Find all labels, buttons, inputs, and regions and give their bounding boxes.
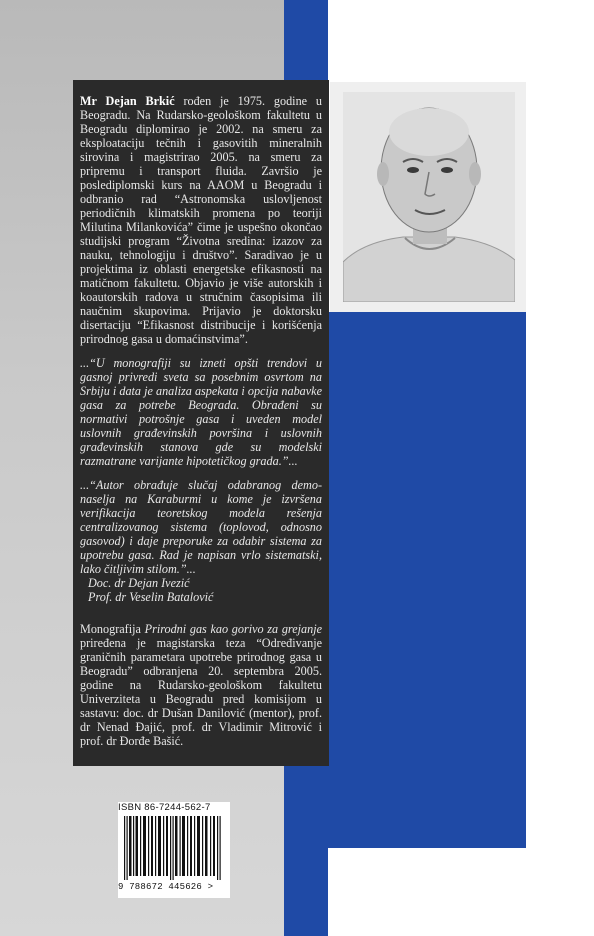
barcode-bars — [122, 816, 226, 880]
reviewer-2: Prof. dr Veselin Batalović — [88, 590, 214, 604]
back-cover-text — [80, 94, 322, 758]
author-name: Mr Dejan Brkić — [80, 94, 175, 108]
bio-text: rođen je 1975. godine u Beogradu. Na Rudarsko-geološkom fakultetu u Beogradu diplomirao je 2002. na smeru za eksploataciju tečnih i gasovitih mineralnih sirovina i magistrirao 2005. na smeru za pripremu i transport fluida. Završio je poslediplomski kurs na AAOM u Beogradu i odbranio rad “Astronomska uslovljenost periodičnih klimatskih promena po teoriji Milutina Milankovića” čime je uspešno okončao studijski program “Životna sredina: izazov za nauku, tehnologiju i društvo”. Saradivao je u projektima iz oblasti energetske efikasnosti na matičnom fakultetu. Objavio je više autorskih i koautorskih radova u stručnim časopisima ili naučnim skupovima. Prijavio je doktorsku disertaciju “Efikasnost distribucije i korišćenja prirodnog gasa u domaćinstvima”. — [80, 94, 322, 346]
blue-block — [318, 312, 526, 848]
book-title: Prirodni gas kao gorivo za grejanje — [144, 622, 322, 636]
isbn-number: ISBN 86-7244-562-7 — [118, 802, 211, 813]
isbn-barcode — [118, 802, 230, 898]
author-bio — [80, 94, 322, 346]
author-photo — [343, 92, 515, 302]
reviewer-1: Doc. dr Dejan Ivezić — [88, 576, 190, 590]
barcode-digits: 9 788672 445626 > — [118, 882, 214, 892]
review-quote-2: ...“Autor obrađuje slučaj odabranog demo-naselja na Karaburmi u kome je izvršena verifikacija teoretskog modela rešenja centralizovanog sistema (toplovod, odnosno gasovod) i daje preporuke za odabir sistema za upotrebu gasa. Rad je napisan vrlo sistematski, lako čitljivim stilom.”... — [80, 478, 322, 576]
monograph-info: Monografija Prirodni gas kao gorivo za grejanje priređena je magistarska teza “Određivanje graničnih parametara upotrebe prirodnog gasa u Beogradu” odbranjena 20. septembra 2005. godine na Rudarsko-geološkom fakultetu Univerziteta u Beogradu pred komisijom u sastavu: doc. dr Dušan Danilović (mentor), prof. dr Nenad Đajić, prof. dr Vladimir Mitrović i prof. dr Đorđe Bašić. — [80, 622, 322, 748]
review-quote-1: ...“U monografiji su izneti opšti trendovi u gasnoj privredi sveta sa posebnim osvrtom na Srbiju i data je analiza aspekata i opcija nabavke gasa za potrebe Beograda. Obrađeni su normativi potrošnje gasa i uveden model uslovnih građevinskih površina i uslovnih građevinskih stanova gde su modelski razmatrane varijante hipotetičkog grada.”... — [80, 356, 322, 468]
